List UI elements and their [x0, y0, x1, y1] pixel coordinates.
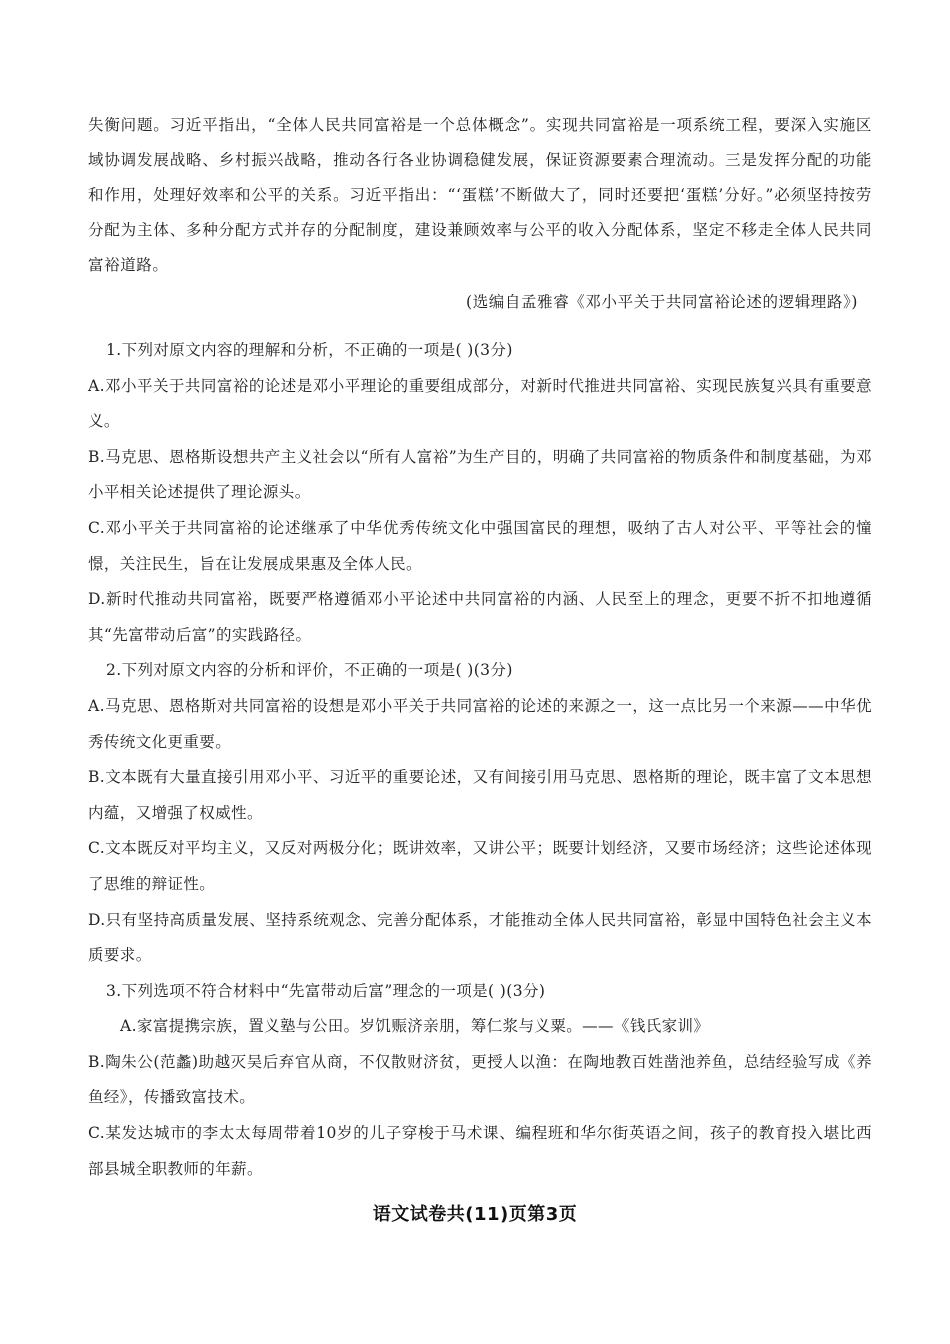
question-1-option-a: A.邓小平关于共同富裕的论述是邓小平理论的重要组成部分，对新时代推进共同富裕、实现民族复兴具有重要意义。	[88, 376, 872, 431]
question-3-stem: 3.下列选项不符合材料中“先富带动后富”理念的一项是( )(3分)	[106, 981, 546, 1000]
question-1-stem: 1.下列对原文内容的理解和分析，不正确的一项是( )(3分)	[106, 341, 513, 359]
question-1-option-b: B.马克思、恩格斯设想共产主义社会以“所有人富裕”为生产目的，明确了共同富裕的物质条件和制度基础，为邓小平相关论述提供了理论源头。	[88, 447, 872, 502]
reading-passage	[88, 108, 872, 283]
question-2-option-a: A.马克思、恩格斯对共同富裕的设想是邓小平关于共同富裕的论述的来源之一，这一点比另一个来源——中华优秀传统文化更重要。	[88, 696, 872, 751]
page-footer: 语文试卷共(11)页第3页	[372, 1204, 578, 1225]
question-2-option-d: D.只有坚持高质量发展、坚持系统观念、完善分配体系，才能推动全体人民共同富裕，彰显中国特色社会主义本质要求。	[88, 910, 872, 965]
question-2-option-c: C.文本既反对平均主义，又反对两极分化；既讲效率，又讲公平；既要计划经济，又要市场经济；这些论述体现了思维的辩证性。	[88, 839, 872, 893]
question-3-option-a: A.家富提携宗族，置义塾与公田。岁饥赈济亲朋，筹仁浆与义粟。——《钱氏家训》	[120, 1017, 710, 1036]
question-1-option-d: D.新时代推动共同富裕，既要严格遵循邓小平论述中共同富裕的内涵、人民至上的理念，更要不折不扣地遵循其“先富带动后富”的实践路径。	[88, 590, 872, 644]
question-1-option-c: C.邓小平关于共同富裕的论述继承了中华优秀传统文化中强国富民的理想，吸纳了古人对公平、平等社会的憧憬，关注民生，旨在让发展成果惠及全体人民。	[88, 518, 872, 573]
passage-source: (选编自孟雅睿《邓小平关于共同富裕论述的逻辑理路》)	[466, 293, 858, 311]
question-2-stem: 2.下列对原文内容的分析和评价，不正确的一项是( )(3分)	[106, 661, 513, 680]
question-list	[88, 333, 872, 1187]
passage-paragraph: 失衡问题。习近平指出，“全体人民共同富裕是一个总体概念”。实现共同富裕是一项系统工程，要深入实施区域协调发展战略、乡村振兴战略，推动各行各业协调稳健发展，保证资源要素合理流动。三是发挥分配的功能和作用，处理好效率和公平的关系。习近平指出：“‘蛋糕’不断做大了，同时还要把‘蛋糕’分好。”必须坚持按劳分配为主体、多种分配方式并存的分配制度，建设兼顾效率与公平的收入分配体系，坚定不移走全体人民共同富裕道路。	[88, 116, 872, 274]
question-3-option-c: C.某发达城市的李太太每周带着10岁的儿子穿梭于马术课、编程班和华尔街英语之间，孩子的教育投入堪比西部县城全职教师的年薪。	[88, 1124, 872, 1178]
question-2-option-b: B.文本既有大量直接引用邓小平、习近平的重要论述，又有间接引用马克思、恩格斯的理论，既丰富了文本思想内蕴，又增强了权威性。	[88, 768, 872, 822]
question-3-option-b: B.陶朱公(范蠡)助越灭吴后弃官从商，不仅散财济贫，更授人以渔：在陶地教百姓凿池养鱼，总结经验写成《养鱼经》，传播致富技术。	[88, 1052, 872, 1107]
